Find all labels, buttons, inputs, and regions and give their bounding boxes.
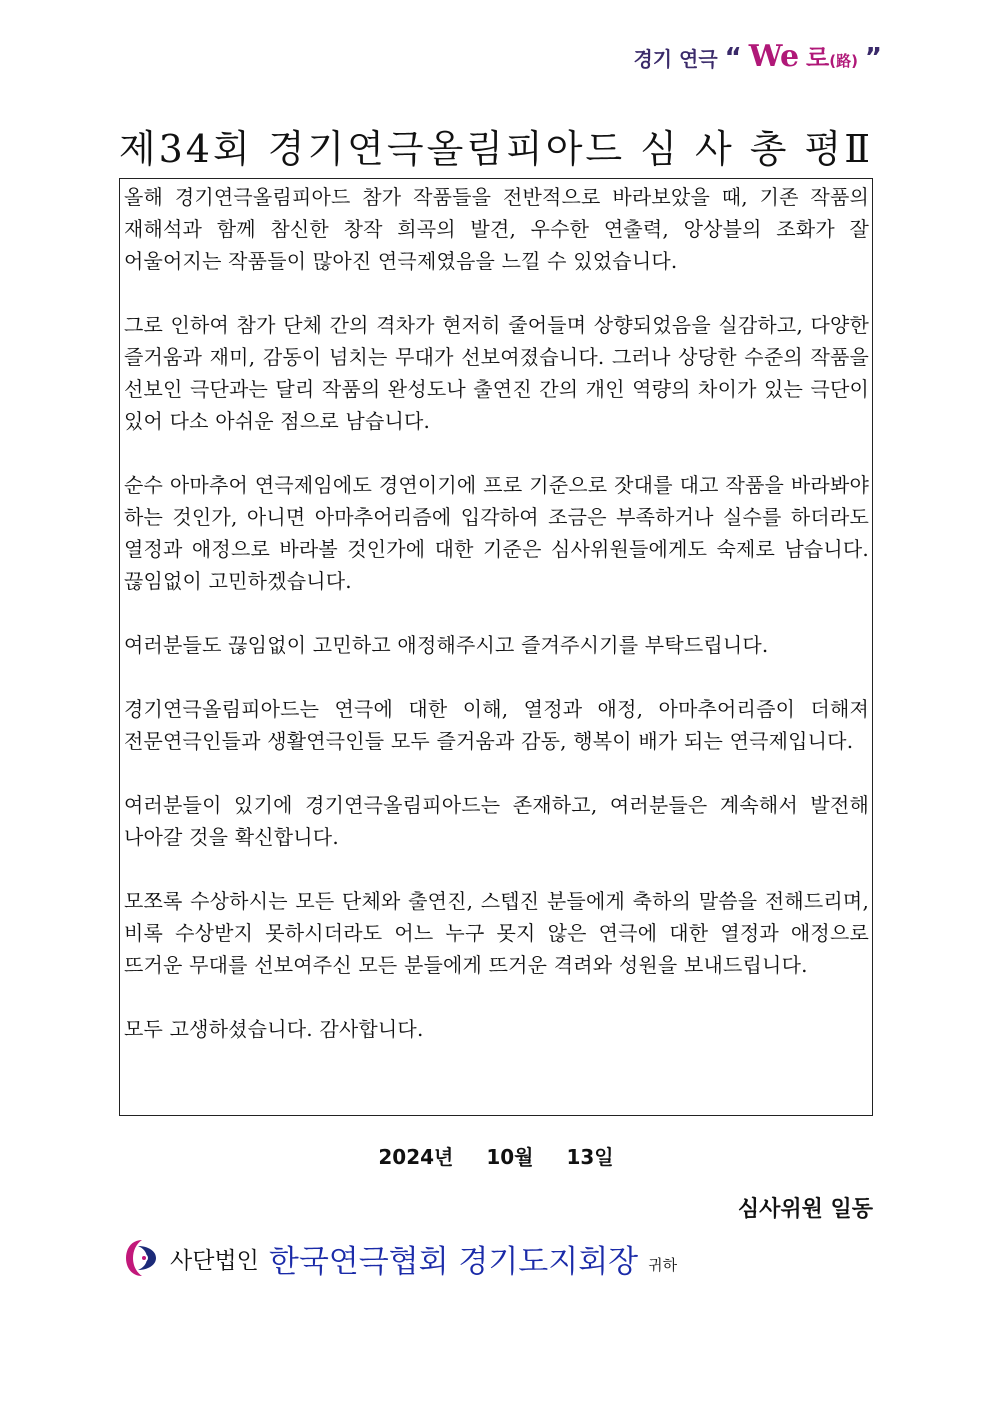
org-suffix: 귀하	[648, 1255, 678, 1274]
date-line	[0, 1141, 992, 1170]
theatre-association-logo-icon	[124, 1238, 160, 1278]
recipient-line	[124, 1233, 677, 1283]
brand-we: We	[748, 39, 800, 74]
paragraph: 모쪼록 수상하시는 모든 단체와 출연진, 스텝진 분들에게 축하의 말씀을 전해드리며, 비록 수상받지 못하시더라도 어느 누구 못지 않은 연극에 대한 열정과 애정으로 뜨거운 무대를 선보여주신 모든 분들에게 뜨거운 격려와 성원을 보내드립니다.	[124, 889, 869, 977]
paragraph: 그로 인하여 참가 단체 간의 격차가 현저히 줄어들며 상향되었음을 실감하고, 다양한 즐거움과 재미, 감동이 넘치는 무대가 선보여졌습니다. 그러나 상당한 수준의 작품을 선보인 극단과는 달리 작품의 완성도나 출연진 간의 개인 역량의 차이가 있는 극단이 있어 다소 아쉬운 점으로 남습니다.	[124, 313, 869, 433]
date-year: 2024년	[378, 1145, 454, 1169]
date-day: 13일	[566, 1145, 614, 1169]
paragraph: 경기연극올림피아드는 연극에 대한 이해, 열정과 애정, 아마추어리즘이 더해져 전문연극인들과 생활연극인들 모두 즐거움과 감동, 행복이 배가 되는 연극제입니다.	[124, 697, 869, 753]
org-prefix: 사단법인	[170, 1247, 259, 1274]
paragraph: 여러분들도 끊임없이 고민하고 애정해주시고 즐겨주시기를 부탁드립니다.	[124, 633, 769, 657]
date-month: 10월	[486, 1145, 534, 1169]
paragraph: 여러분들이 있기에 경기연극올림피아드는 존재하고, 여러분들은 계속해서 발전해 나아갈 것을 확신합니다.	[124, 793, 869, 849]
paragraph: 순수 아마추어 연극제임에도 경연이기에 프로 기준으로 잣대를 대고 작품을 바라봐야 하는 것인가, 아니면 아마추어리즘에 입각하여 조금은 부족하거나 실수를 하더라도 열정과 애정으로 바라볼 것인가에 대한 기준은 심사위원들에게도 숙제로 남습니다. 끊임없이 고민하겠습니다.	[124, 473, 869, 593]
review-text-box	[119, 178, 873, 1116]
brand-quote-open: “	[724, 43, 742, 73]
org-name: 한국연극협회 경기도지회장	[268, 1243, 639, 1280]
brand-quote-close: ”	[864, 43, 882, 73]
header-brand	[633, 38, 882, 74]
signer: 심사위원 일동	[737, 1197, 873, 1222]
brand-prefix: 경기 연극	[633, 47, 718, 71]
brand-ro: 로	[806, 44, 830, 72]
paragraph: 모두 고생하셨습니다. 감사합니다.	[124, 1017, 424, 1041]
brand-hanja: (路)	[829, 52, 858, 70]
document-title: 제34회 경기연극올림피아드 심 사 총 평Ⅱ	[118, 127, 874, 171]
paragraph: 올해 경기연극올림피아드 참가 작품들을 전반적으로 바라보았을 때, 기존 작품의 재해석과 함께 참신한 창작 희곡의 발견, 우수한 연출력, 앙상블의 조화가 잘 어울어지는 작품들이 많아진 연극제였음을 느낄 수 있었습니다.	[124, 185, 869, 273]
